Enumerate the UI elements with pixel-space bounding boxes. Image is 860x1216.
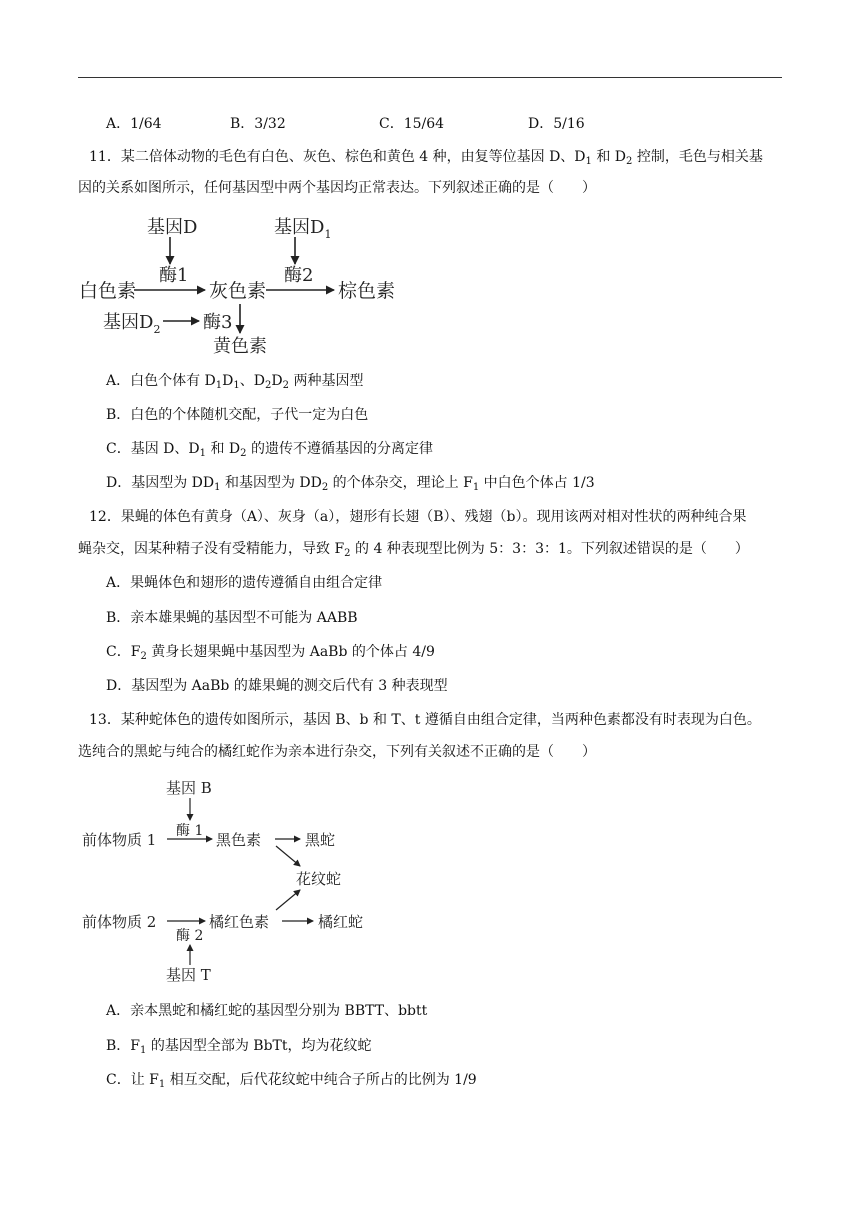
q12-option-b: B．亲本雄果蝇的基因型不可能为 AABB (106, 610, 358, 626)
q11-option-a: A．白色个体有 $D_1D_1$、$D_2D_2$ 两种基因型 (106, 373, 364, 391)
q13-precursor2: 前体物质 2 (82, 913, 157, 931)
q13-option-c: C．让 $F_1$ 相互交配，后代花纹蛇中纯合子所占的比例为 1/9 (106, 1072, 477, 1090)
q13-stem-line1: 13．某种蛇体色的遗传如图所示，基因 B、b 和 T、t 遵循自由组合定律，当两种色素都没有时表现为白色。 (89, 712, 761, 728)
q13-gene-b: 基因 B (166, 779, 212, 797)
q10-choice-d: D．5/16 (528, 116, 585, 132)
q13-pattern-snake: 花纹蛇 (296, 870, 342, 888)
q13-black-snake: 黑蛇 (305, 831, 336, 849)
q12-option-c: C．$F_2$ 黄身长翅果蝇中基因型为 AaBb 的个体占 4/9 (106, 644, 435, 662)
q13-enzyme2: 酶 2 (176, 928, 204, 944)
q11-gene-d1: 基因$D_1$ (274, 217, 332, 241)
q11-enzyme3: 酶3 (203, 312, 233, 333)
q10-choice-b: B．3/32 (230, 116, 286, 132)
q13-option-b: B．$F_1$ 的基因型全部为 BbTt，均为花纹蛇 (106, 1038, 372, 1056)
q13-arrow-orange-pattern (276, 890, 300, 910)
q12-stem-line1: 12．果蝇的体色有黄身（A）、灰身（a），翅形有长翅（B）、残翅（b）。现用该两对相对性状的两种纯合果 (89, 509, 747, 525)
q11-stem-line2: 因的关系如图所示，任何基因型中两个基因均正常表达。下列叙述正确的是（ ） (78, 180, 596, 196)
header-rule (78, 77, 782, 78)
q10-choice-a: A．1/64 (106, 116, 162, 132)
q12-option-a: A．果蝇体色和翅形的遗传遵循自由组合定律 (106, 575, 383, 591)
q13-orange-snake: 橘红蛇 (318, 913, 364, 931)
q11-enzyme2: 酶2 (284, 265, 314, 286)
q11-gray-pigment: 灰色素 (209, 280, 267, 302)
q13-black-pigment: 黑色素 (216, 831, 262, 849)
q11-option-b: B．白色的个体随机交配，子代一定为白色 (106, 407, 369, 423)
q11-pathway-diagram (70, 206, 410, 358)
q13-precursor1: 前体物质 1 (82, 831, 157, 849)
q11-enzyme1: 酶1 (159, 265, 189, 286)
q11-brown-pigment: 棕色素 (338, 280, 396, 302)
q11-gene-d: 基因D (147, 217, 198, 238)
q11-stem-line1: 11．某二倍体动物的毛色有白色、灰色、棕色和黄色 4 种，由复等位基因 D、$D_1$ 和 $D_2$ 控制，毛色与相关基 (89, 149, 763, 167)
q13-option-a: A．亲本黑蛇和橘红蛇的基因型分别为 BBTT、bbtt (106, 1003, 428, 1019)
q10-choice-c: C．15/64 (379, 116, 445, 132)
q11-white-pigment: 白色素 (79, 280, 137, 302)
q11-option-c: C．基因 D、$D_1$ 和 $D_2$ 的遗传不遵循基因的分离定律 (106, 441, 433, 459)
q13-gene-t: 基因 T (166, 966, 211, 984)
q11-gene-d2: 基因$D_2$ (103, 312, 161, 336)
q13-arrow-black-pattern (276, 846, 300, 866)
q13-orange-pigment: 橘红色素 (209, 913, 270, 931)
q13-stem-line2: 选纯合的黑蛇与纯合的橘红蛇作为亲本进行杂交，下列有关叙述不正确的是（ ） (78, 744, 596, 760)
q12-option-d: D．基因型为 AaBb 的雄果蝇的测交后代有 3 种表现型 (106, 678, 448, 694)
q13-pathway-diagram (76, 776, 376, 986)
q12-stem-line2: 蝇杂交，因某种精子没有受精能力，导致 $F_2$ 的 4 种表现型比例为 5：3：3：1。下列叙述错误的是（ ） (78, 541, 749, 559)
q11-yellow-pigment: 黄色素 (213, 336, 267, 357)
q13-enzyme1: 酶 1 (176, 823, 204, 839)
q11-option-d: D．基因型为 $DD_1$ 和基因型为 $DD_2$ 的个体杂交，理论上 $F_1$ 中白色个体占 1/3 (106, 475, 595, 493)
